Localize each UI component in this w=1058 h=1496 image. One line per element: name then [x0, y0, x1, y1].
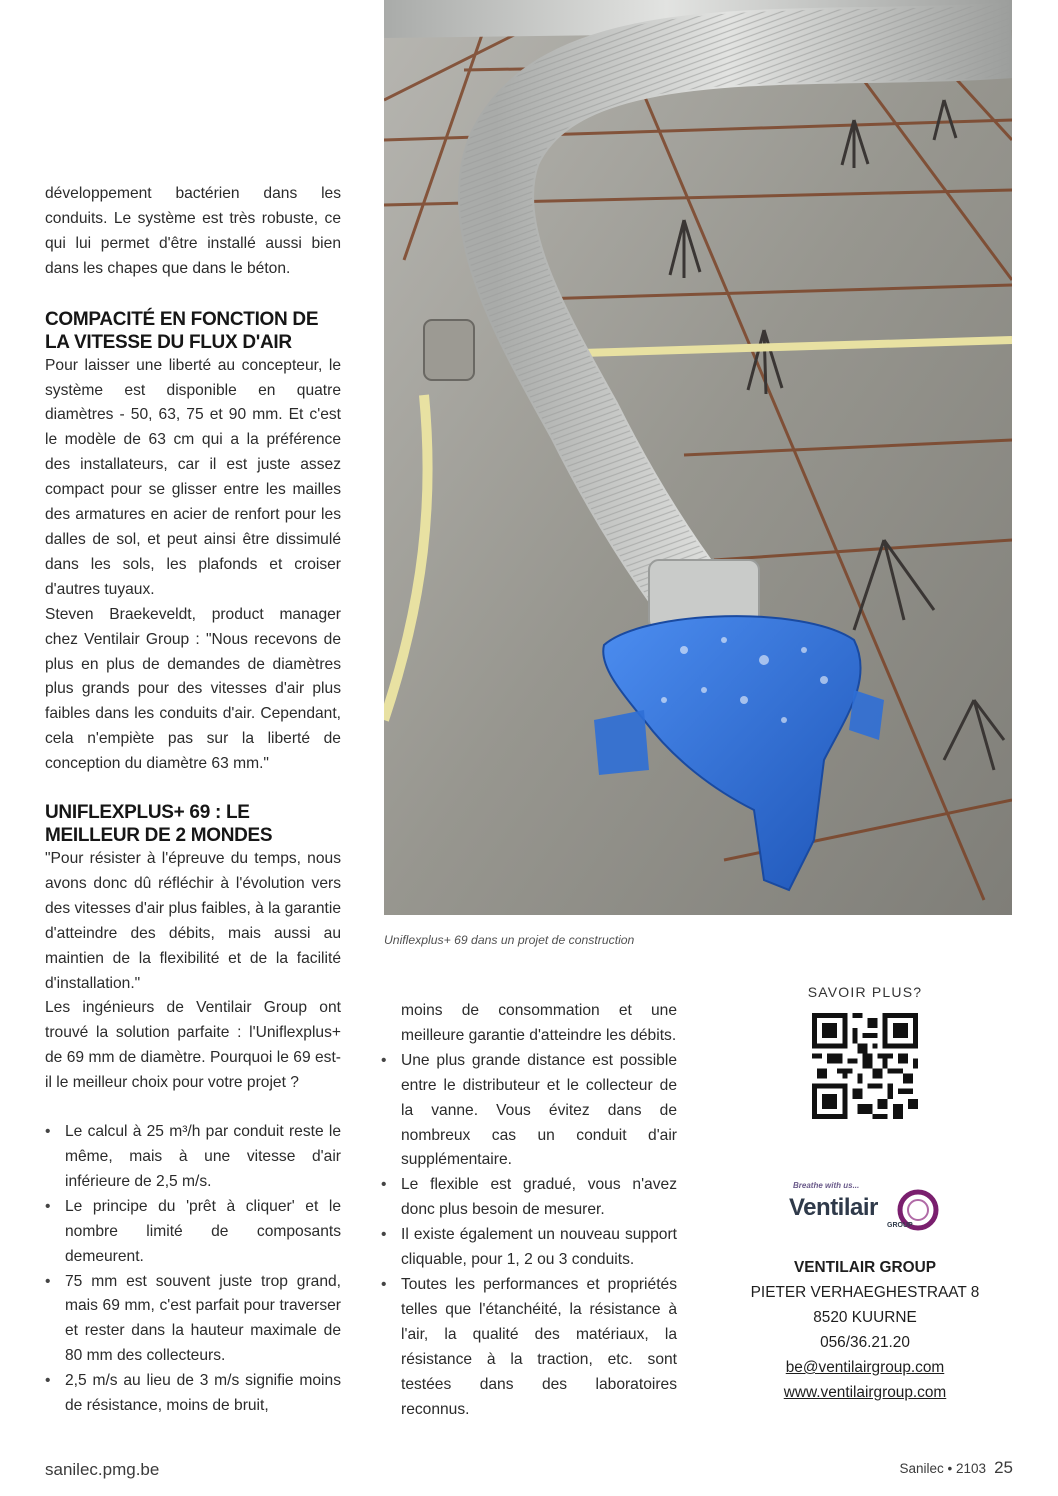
page-number: 25: [994, 1458, 1013, 1477]
qr-code-icon[interactable]: [812, 1013, 918, 1119]
list-item: • 2,5 m/s au lieu de 3 m/s signifie moins de résistance, moins de bruit,: [45, 1369, 341, 1419]
continuation-text: moins de consommation et une meilleure garantie d'atteindre les débits.: [401, 1002, 677, 1044]
paragraph-quote-braekeveldt: Steven Braekeveldt, product manager chez Ventilair Group : "Nous recevons de plus en plus de demandes de diamètres plus grands pour des vitesses d'air plus faibles dans les conduits d'air. Cependant, cela n'empiète pas sur la liberté de conception du diamètre 63 mm.": [45, 605, 341, 773]
savoir-plus-label: SAVOIR PLUS?: [807, 984, 923, 1000]
left-column: [45, 182, 341, 1419]
heading-uniflexplus: UNIFLEXPLUS+ 69 : LE MEILLEUR DE 2 MONDES: [45, 802, 273, 847]
list-item: • Le principe du 'prêt à cliquer' et le nombre limité de composants demeurent.: [45, 1195, 341, 1270]
list-item: • Le calcul à 25 m³/h par conduit reste le même, mais à une vitesse d'air inférieure de 2,5 m/s.: [45, 1120, 341, 1195]
photo-caption: Uniflexplus+ 69 dans un projet de construction: [384, 933, 635, 947]
uniflex-photo-illustration: [384, 0, 1012, 915]
list-item: • 75 mm est souvent juste trop grand, mais 69 mm, c'est parfait pour traverser et rester dans la hauteur maximale de 80 mm des collecteurs.: [45, 1270, 341, 1370]
street-address: PIETER VERHAEGHESTRAAT 8: [750, 1284, 980, 1301]
paragraph-diametres: Pour laisser une liberté au concepteur, le système est disponible en quatre diamètres - 50, 63, 75 et 90 mm. Et c'est le modèle de 63 cm qui a la préférence des installateurs, car il est juste assez compact pour se glisser entre les mailles des armatures en acier de renfort pour les dalles de sol, et peut ainsi être dissimulé dans les sols, les plafonds et croiser d'autres tuyaux.: [45, 356, 341, 598]
list-item: • Il existe également un nouveau support cliquable, pour 1, 2 ou 3 conduits.: [381, 1223, 677, 1273]
phone-number: 056/36.21.20: [820, 1334, 910, 1351]
footer-site[interactable]: sanilec.pmg.be: [45, 1460, 160, 1479]
contact-sidebar: [740, 984, 990, 1405]
company-name: VENTILAIR GROUP: [794, 1259, 936, 1276]
city-address: 8520 KUURNE: [813, 1309, 917, 1326]
website-link[interactable]: www.ventilairgroup.com: [783, 1384, 947, 1401]
logo-wordmark: Ventilair: [789, 1194, 878, 1221]
issue-label: Sanilec • 2103: [899, 1461, 987, 1476]
email-link[interactable]: be@ventilairgroup.com: [785, 1359, 945, 1376]
paragraph-quote-epreuve: "Pour résister à l'épreuve du temps, nous avons donc dû réfléchir à l'évolution vers des vitesses d'air plus faibles, à la garantie d'atteindre des débits, mais aussi au maintien de la flexibilité et de la facilité d'installation.": [45, 850, 341, 992]
construction-photo: [384, 0, 1012, 915]
list-item: • Toutes les performances et propriétés telles que l'étanchéité, la résistance à l'air, la qualité des matériaux, la résistance à la traction, etc. sont testées dans des laboratoires reconnus.: [381, 1273, 677, 1422]
list-item: • Le flexible est gradué, vous n'avez donc plus besoin de mesurer.: [381, 1173, 677, 1223]
heading-compacite: COMPACITÉ EN FONCTION DE LA VITESSE DU FLUX D'AIR: [45, 308, 319, 353]
intro-paragraph: développement bactérien dans les conduits. Le système est très robuste, ce qui lui permet d'être installé aussi bien dans les chapes que dans le béton.: [45, 185, 341, 277]
advantages-list-middle: [381, 1049, 677, 1423]
logo-tagline: Breathe with us...: [793, 1181, 860, 1190]
paragraph-ingenieurs: Les ingénieurs de Ventilair Group ont trouvé la solution parfaite : l'Uniflexplus+ de 69 mm de diamètre. Pourquoi le 69 est-il le meilleur choix pour votre projet ?: [45, 999, 341, 1092]
middle-column: [381, 999, 677, 1422]
ventilair-logo: [785, 1177, 945, 1235]
advantages-list-left: [45, 1120, 341, 1419]
footer-issue-info: [900, 1458, 1013, 1478]
logo-group-label: GROUP: [887, 1222, 913, 1229]
list-item: • Une plus grande distance est possible entre le distributeur et le collecteur de la vanne. Vous évitez dans de nombreux cas un conduit d'air supplémentaire.: [381, 1049, 677, 1174]
